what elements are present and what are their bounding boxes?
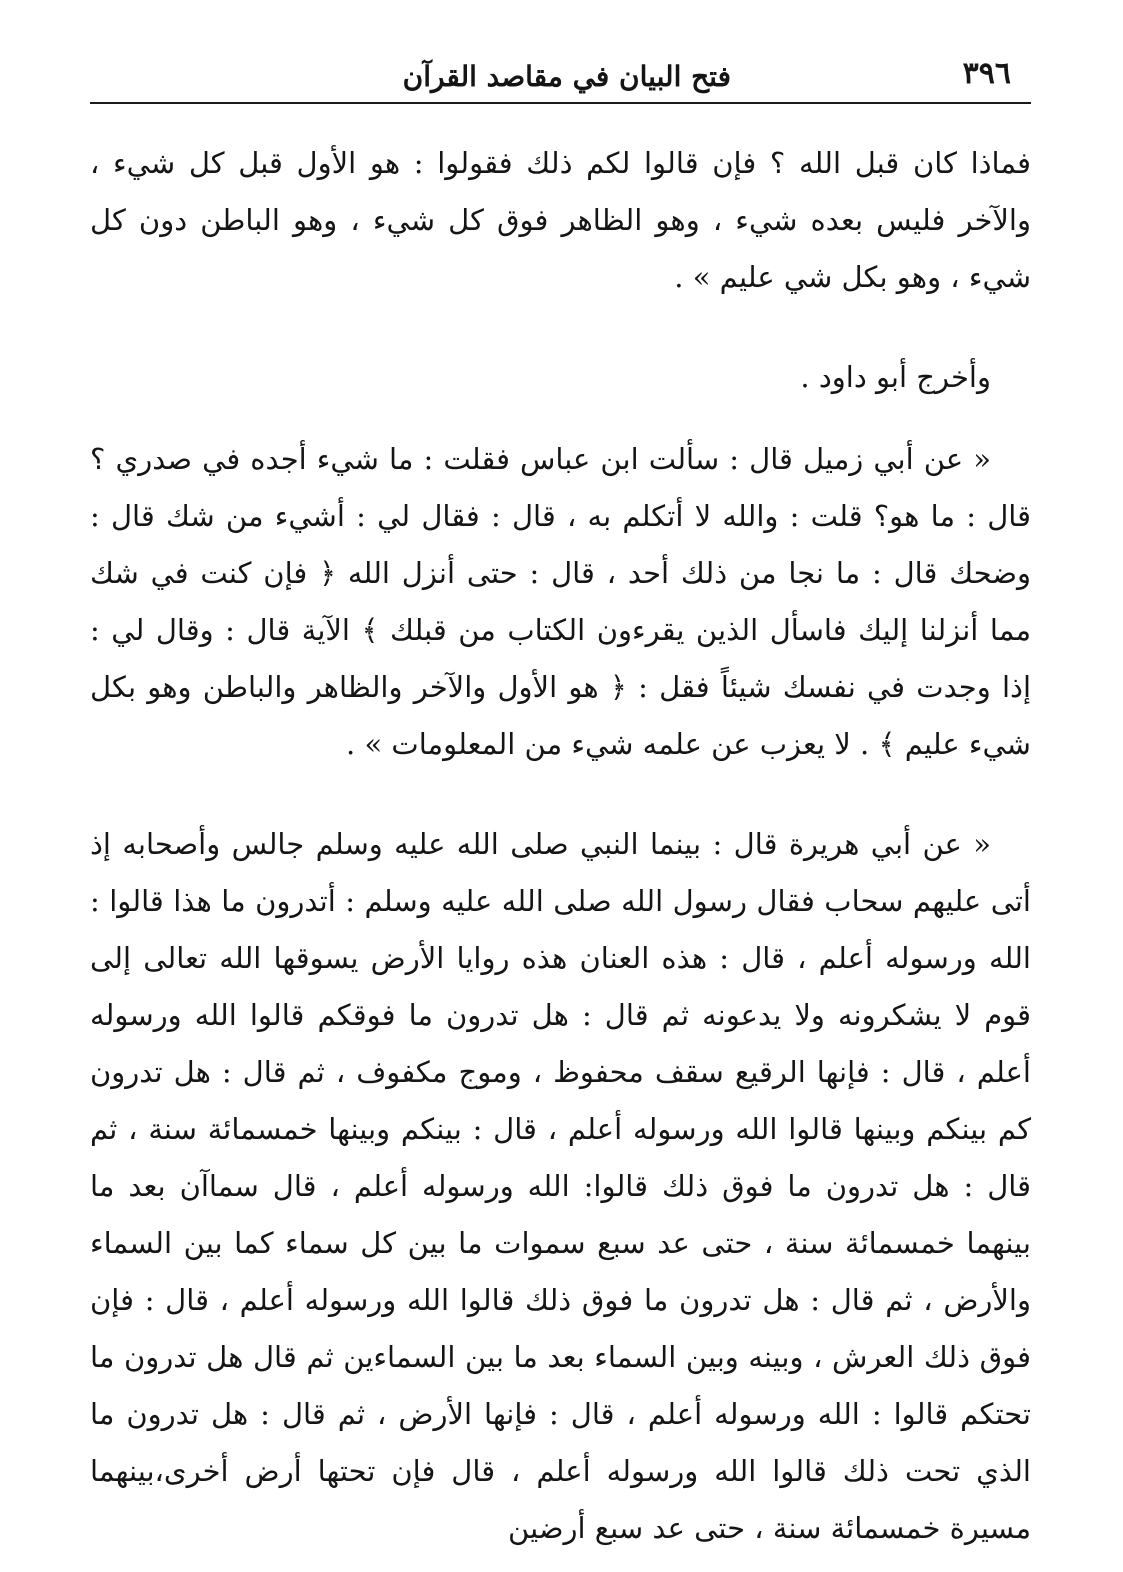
paragraph-continuation: فماذا كان قبل الله ؟ فإن قالوا لكم ذلك فقولوا : هو الأول قبل كل شيء ، والآخر فليس بعده شيء ، وهو الظاهر فوق كل شيء ، وهو الباطن دون كل شيء ، وهو بكل شي عليم » . (90, 146, 1031, 294)
page-body (90, 135, 1031, 1557)
paragraph-narration-intro: وأخرج أبو داود . (800, 360, 991, 394)
page-number: ٣٩٦ (962, 56, 1011, 91)
page-header (90, 52, 1031, 104)
running-title: فتح البيان في مقاصد القرآن (402, 60, 731, 93)
paragraph-abu-zumail-hadith: « عن أبي زميل قال : سألت ابن عباس فقلت : ما شيء أجده في صدري ؟ قال : ما هو؟ قلت : والله لا أتكلم به ، قال : فقال لي : أشيء من شك قال : وضحك قال : ما نجا من ذلك أحد ، قال : حتى أنزل الله ﴿ فإن كنت في شك مما أنزلنا إليك فاسأل الذين يقرءون الكتاب من قبلك ﴾ الآية قال : وقال لي : إذا وجدت في نفسك شيئاً فقل : ﴿ هو الأول والآخر والظاهر والباطن وهو بكل شيء عليم ﴾ . لا يعزب عن علمه شيء من المعلومات » . (90, 442, 1031, 761)
paragraph-abu-hurairah-hadith: « عن أبي هريرة قال : بينما النبي صلى الله عليه وسلم جالس وأصحابه إذ أتى عليهم سحاب فقال رسول الله صلى الله عليه وسلم : أتدرون ما هذا قالوا : الله ورسوله أعلم ، قال : هذه العنان هذه روايا الأرض يسوقها الله تعالى إلى قوم لا يشكرونه ولا يدعونه ثم قال : هل تدرون ما فوقكم قالوا الله ورسوله أعلم ، قال : فإنها الرقيع سقف محفوظ ، وموج مكفوف ، ثم قال : هل تدرون كم بينكم وبينها قالوا الله ورسوله أعلم ، قال : بينكم وبينها خمسمائة سنة ، ثم قال : هل تدرون ما فوق ذلك قالوا: الله ورسوله أعلم ، قال سماآن بعد ما بينهما خمسمائة سنة ، حتى عد سبع سموات ما بين كل سماء كما بين السماء والأرض ، ثم قال : هل تدرون ما فوق ذلك قالوا الله ورسوله أعلم ، قال : فإن فوق ذلك العرش ، وبينه وبين السماء بعد ما بين السماءين ثم قال هل تدرون ما تحتكم قالوا : الله ورسوله أعلم ، قال : فإنها الأرض ، ثم قال : هل تدرون ما الذي تحت ذلك قالوا الله ورسوله أعلم ، قال فإن تحتها أرض أخرى،بينهما مسيرة خمسمائة سنة ، حتى عد سبع أرضين (90, 827, 1031, 1545)
